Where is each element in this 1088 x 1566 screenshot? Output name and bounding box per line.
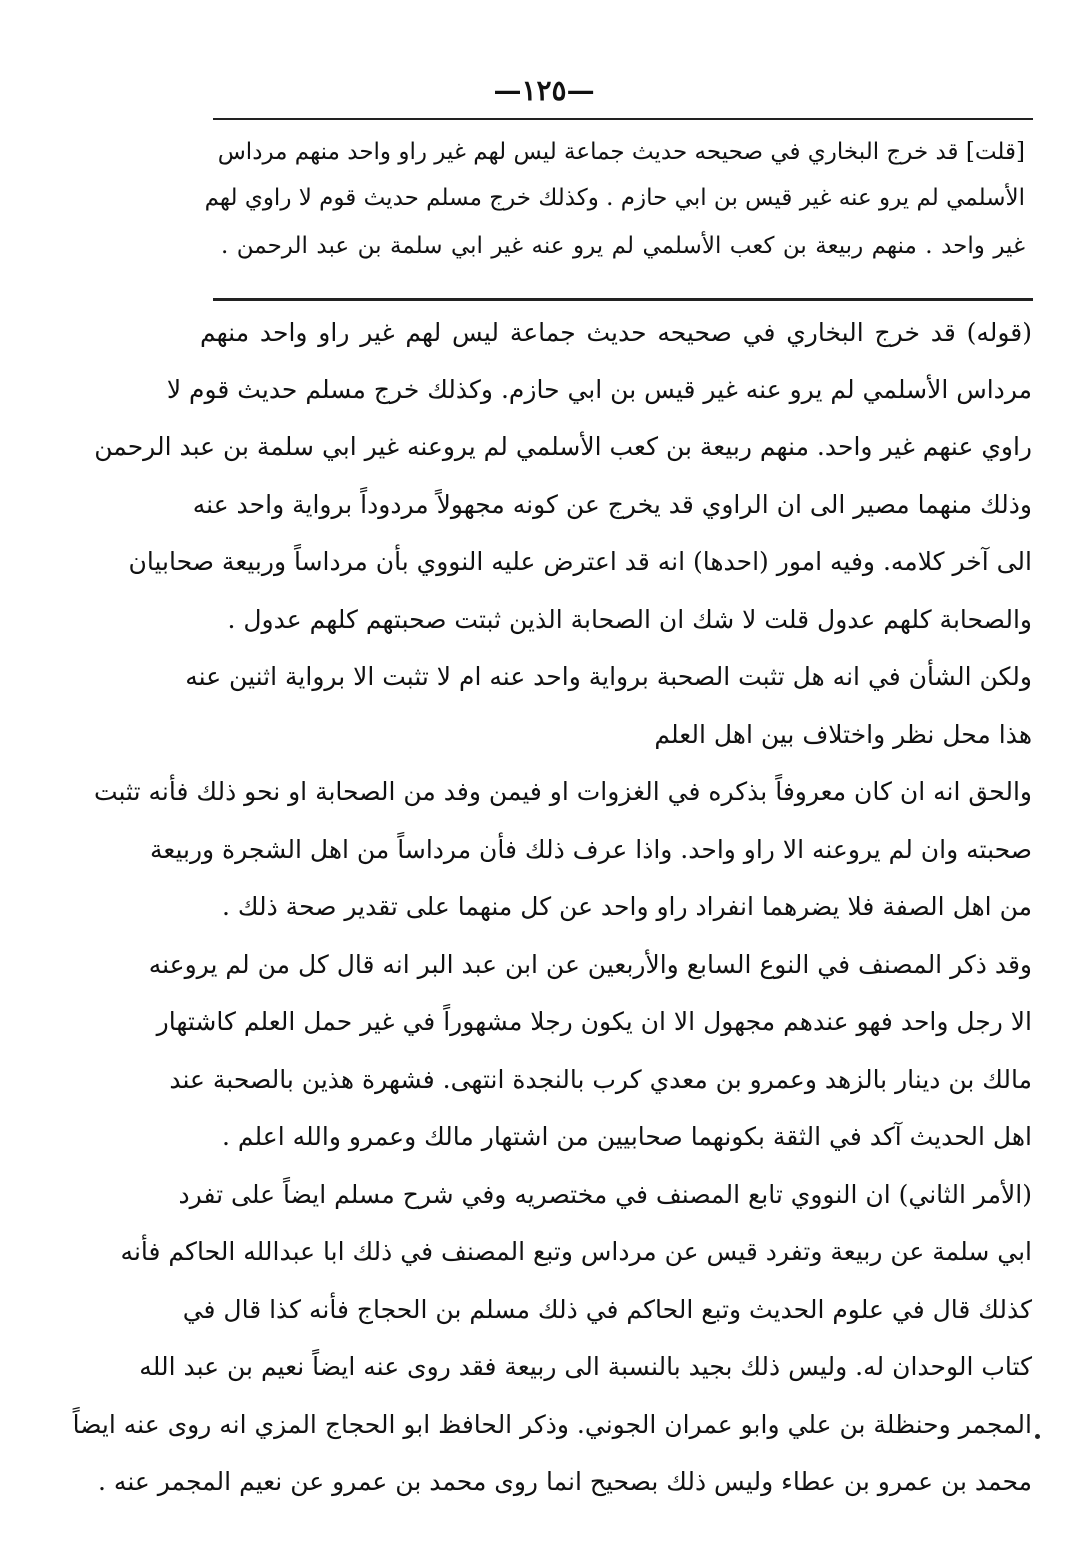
commentary-line: (قوله) قد خرج البخاري في صحيحه حديث جماعة ليس لهم غير راو واحد منهم [200, 318, 1032, 347]
commentary-line: ابي سلمة عن ربيعة وتفرد قيس عن مرداس وتبع المصنف في ذلك ابا عبدالله الحاكم فأنه [120, 1237, 1032, 1266]
commentary-line: مالك بن دينار بالزهد وعمرو بن معدي كرب بالنجدة انتهى. فشهرة هذين بالصحبة عند [169, 1065, 1032, 1094]
commentary-line: كذلك قال في علوم الحديث وتبع الحاكم في ذلك مسلم بن الحجاج فأنه كذا قال في [182, 1295, 1032, 1324]
quote-line: [قلت] قد خرج البخاري في صحيحه حديث جماعة ليس لهم غير راو واحد منهم مرداس [217, 139, 1025, 165]
commentary-line: محمد بن عمرو بن عطاء وليس ذلك بصحيح انما روى محمد بن عمرو عن نعيم المجمر عنه . [98, 1467, 1032, 1496]
commentary-line: هذا محل نظر واختلاف بين اهل العلم [654, 720, 1032, 749]
quoted-text-block [204, 118, 1033, 301]
margin-mark [1035, 1434, 1040, 1439]
commentary-line: وقد ذكر المصنف في النوع السابع والأربعين عن ابن عبد البر انه قال كل من لم يروعنه [148, 950, 1032, 979]
commentary-line: اهل الحديث آكد في الثقة بكونهما صحابيين من اشتهار مالك وعمرو والله اعلم . [221, 1122, 1032, 1151]
commentary-line: من اهل الصفة فلا يضرهما انفراد راو واحد عن كل منهما على تقدير صحة ذلك . [222, 892, 1032, 921]
commentary-line: والحق انه ان كان معروفاً بذكره في الغزوات او فيمن وفد من الصحابة او نحو ذلك فأنه تثبت [93, 777, 1032, 806]
commentary-line: الا رجل واحد فهو عندهم مجهول الا ان يكون رجلا مشهوراً في غير حمل العلم كاشتهار [156, 1007, 1032, 1036]
commentary-line: الى آخر كلامه. وفيه امور (احدها) انه قد اعترض عليه النووي بأن مرداساً وربيعة صحابيان [128, 547, 1032, 576]
quote-line: غير واحد . منهم ربيعة بن كعب الأسلمي لم يرو عنه غير ابي سلمة بن عبد الرحمن . [221, 233, 1025, 259]
commentary-line: (الأمر الثاني) ان النووي تابع المصنف في مختصريه وفي شرح مسلم ايضاً على تفرد [178, 1180, 1032, 1209]
commentary-line: صحبته وان لم يروعنه الا راو واحد. واذا عرف ذلك فأن مرداساً من اهل الشجرة وربيعة [149, 835, 1032, 864]
commentary-line: وذلك منهما مصير الى ان الراوي قد يخرج عن كونه مجهولاً مردوداً برواية واحد عنه [192, 490, 1032, 519]
quote-line: الأسلمي لم يرو عنه غير قيس بن ابي حازم . وكذلك خرج مسلم حديث قوم لا راوي لهم [204, 185, 1025, 211]
commentary-line: المجمر وحنظلة بن علي وابو عمران الجوني. وذكر الحافظ ابو الحجاج المزي انه روى عنه ايضاً [72, 1410, 1032, 1439]
commentary-line: ولكن الشأن في انه هل تثبت الصحبة برواية واحد عنه ام لا تثبت الا برواية اثنين عنه [185, 662, 1032, 691]
commentary-line: راوي عنهم غير واحد. منهم ربيعة بن كعب الأسلمي لم يروعنه غير ابي سلمة بن عبد الرحمن [94, 432, 1032, 461]
page-number: —١٢٥— [493, 74, 595, 107]
commentary-line: كتاب الوحدان له. وليس ذلك بجيد بالنسبة الى ربيعة فقد روى عنه ايضاً نعيم بن عبد الله [139, 1352, 1032, 1381]
commentary-line: والصحابة كلهم عدول قلت لا شك ان الصحابة الذين ثبتت صحبتهم كلهم عدول . [227, 605, 1032, 634]
commentary-line: مرداس الأسلمي لم يرو عنه غير قيس بن ابي حازم. وكذلك خرج مسلم حديث قوم لا [166, 375, 1032, 404]
